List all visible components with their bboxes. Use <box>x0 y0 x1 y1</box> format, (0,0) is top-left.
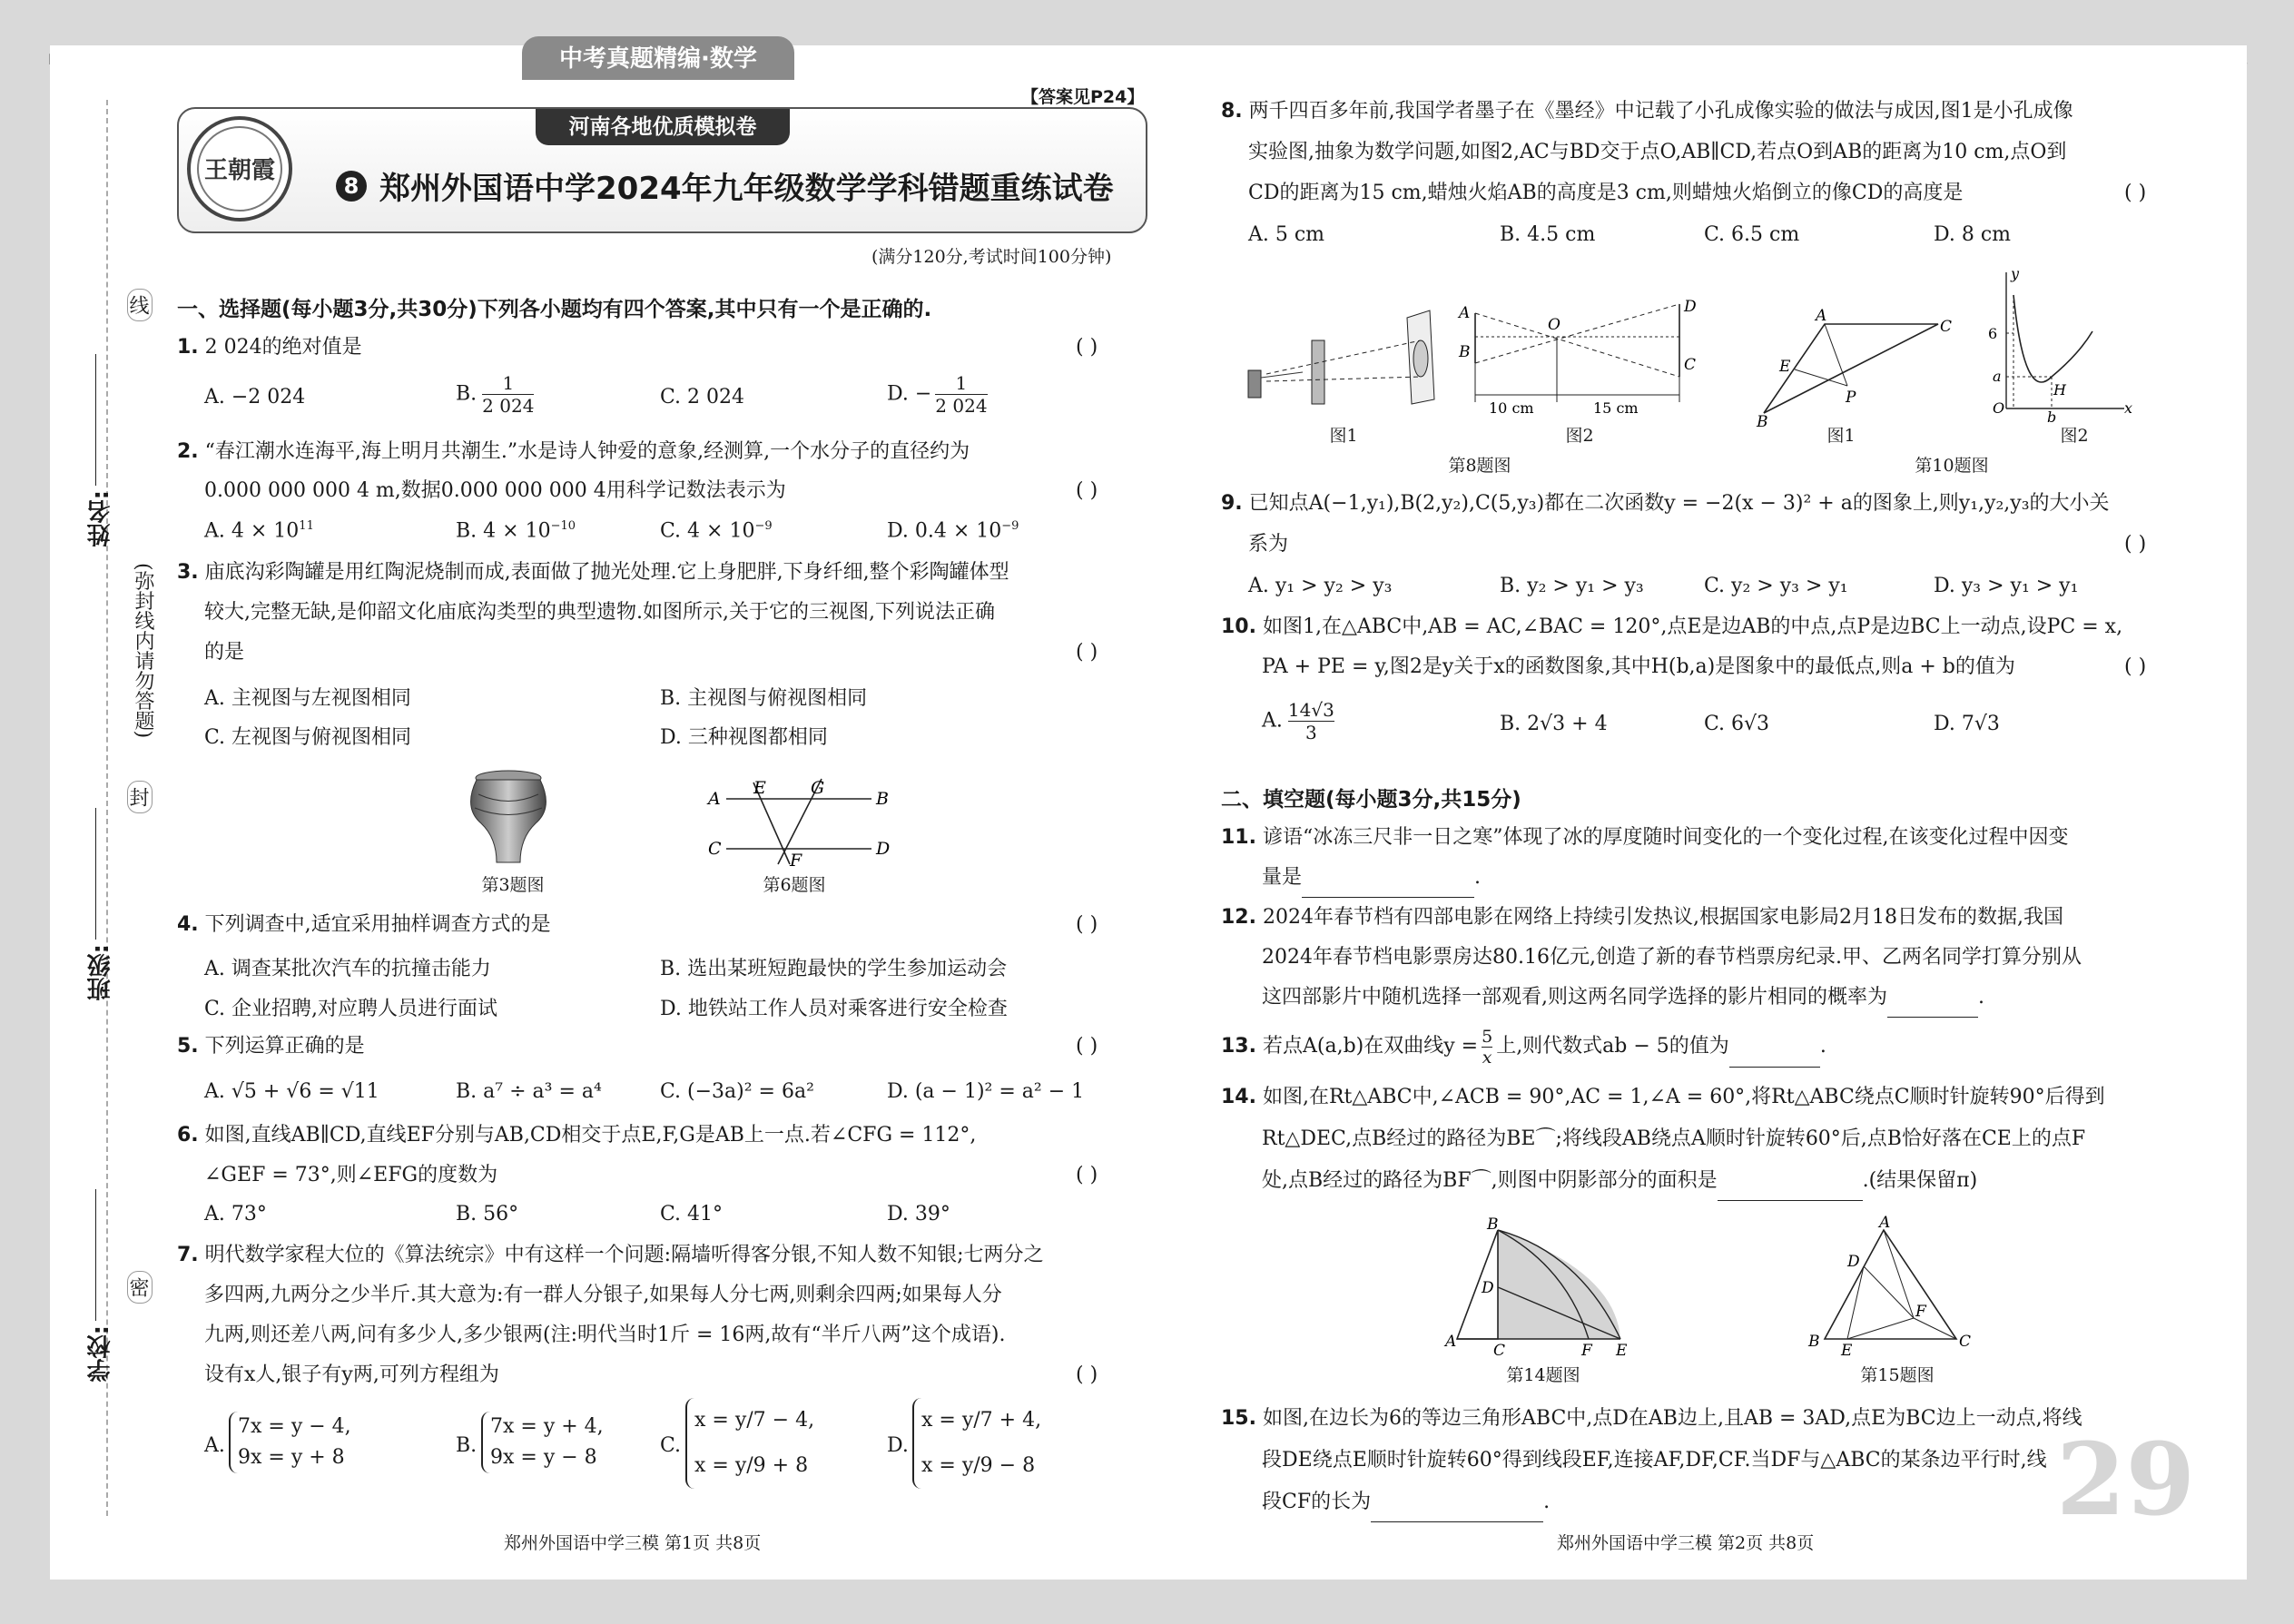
binding-line <box>106 100 108 1516</box>
school-label: 学校: <box>87 1325 114 1383</box>
q4-option-c: C. 企业招聘,对应聘人员进行面试 <box>204 998 498 1020</box>
q1-d-den: 2 024 <box>935 395 988 417</box>
q3-line2: 较大,完整无缺,是仰韶文化庙底沟类型的典型遗物.如图所示,关于它的三视图,下列说法正确 <box>204 601 995 624</box>
q8-line1 <box>1221 91 2073 132</box>
fig10-axis-x: x <box>2124 399 2133 417</box>
q8-option-a: A. 5 cm <box>1248 223 1325 246</box>
class-label: 班级: <box>87 944 114 1001</box>
q14-text3: 处,点B经过的路径为BF⌒,则图中阴影部分的面积是 <box>1262 1169 1718 1192</box>
q7-text1: 明代数学家程大位的《算法统宗》中有这样一个问题:隔墙听得客分银,不知人数不知银;七两分之 <box>204 1244 1044 1266</box>
exam-number: 8 <box>336 171 367 202</box>
q7-a-eq1: 7x = y − 4, <box>238 1415 351 1438</box>
name-field[interactable] <box>95 354 96 486</box>
svg-text:P: P <box>1846 389 1856 407</box>
fig6-label-a: A <box>708 789 721 809</box>
q8-answer-paren[interactable]: ( ) <box>2124 182 2147 204</box>
svg-text:B: B <box>1808 1333 1820 1351</box>
q7-option-b <box>481 1412 604 1473</box>
q7-option-c-label: C. <box>660 1434 682 1457</box>
class-field[interactable] <box>95 808 96 940</box>
q3-option-d: D. 三种视图都相同 <box>660 726 828 749</box>
q9-option-a: A. y₁ > y₂ > y₃ <box>1248 575 1393 597</box>
q10-option-c: C. 6√3 <box>1704 713 1770 735</box>
fig8-dim-10cm: 10 cm <box>1489 399 1534 417</box>
q1-option-a: A. −2 024 <box>204 386 306 408</box>
q4-option-a: A. 调查某批次汽车的抗撞击能力 <box>204 958 491 980</box>
q10-option-b: B. 2√3 + 4 <box>1500 713 1608 735</box>
q7-option-a <box>229 1412 351 1473</box>
svg-text:D: D <box>1684 298 1697 316</box>
q1-b-den: 2 024 <box>482 395 535 417</box>
q2-a-exp: 11 <box>299 519 314 533</box>
fig8-fig1-label: 图1 <box>1329 426 1358 446</box>
svg-text:B: B <box>1487 1216 1499 1234</box>
q7-option-c <box>685 1398 814 1489</box>
q9-number: 9. <box>1221 492 1243 515</box>
fig6-caption: 第6题图 <box>763 875 826 895</box>
q14-line3 <box>1262 1160 1977 1201</box>
logo-seal <box>186 111 293 227</box>
q10-text1: 如图1,在△ABC中,AB = AC,∠BAC = 120°,点E是边AB的中点,点P是边BC上一动点,设PC = x, <box>1262 615 2123 638</box>
q2-d-text: D. 0.4 × 10 <box>887 519 1002 543</box>
q11-answer-blank[interactable] <box>1302 870 1474 898</box>
fig3-pottery-image <box>458 767 558 867</box>
binding-mark-seal2: 密 <box>127 1271 153 1304</box>
q7-c-eq1: x = y/7 − 4, <box>694 1409 815 1432</box>
fig10-fig1-label: 图1 <box>1826 426 1856 446</box>
q13-text-post: 上,则代数式ab − 5的值为 <box>1496 1035 1729 1058</box>
q6-option-b: B. 56° <box>456 1203 519 1225</box>
q1-answer-paren[interactable]: ( ) <box>1076 336 1098 359</box>
q6-line2: ∠GEF = 73°,则∠EFG的度数为 <box>204 1164 498 1186</box>
q3-option-a: A. 主视图与左视图相同 <box>204 687 411 710</box>
svg-text:F: F <box>1915 1303 1926 1321</box>
q8-option-b: B. 4.5 cm <box>1500 223 1596 246</box>
q10-line2: PA + PE = y,图2是y关于x的函数图象,其中H(b,a)是图象中的最低点,则a + b的值为 <box>1262 655 2015 678</box>
q8-line3: CD的距离为15 cm,蜡烛火焰AB的高度是3 cm,则蜡烛火焰倒立的像CD的高度是 <box>1248 182 1964 204</box>
q8-line2: 实验图,抽象为数学问题,如图2,AC与BD交于点O,AB∥CD,若点O到AB的距离为10 cm,点O到 <box>1248 141 2067 163</box>
q9-option-d: D. y₃ > y₁ > y₁ <box>1934 575 2079 597</box>
exam-title: 郑州外国语中学2024年九年级数学学科错题重练试卷 <box>379 171 1114 207</box>
q5-option-c: C. (−3a)² = 6a² <box>660 1080 814 1103</box>
q2-option-d <box>887 519 1019 542</box>
q1-option-d <box>887 372 988 417</box>
q1-stem <box>177 327 362 368</box>
q10-line1 <box>1221 606 2122 647</box>
q1-option-c: C. 2 024 <box>660 386 745 408</box>
q12-line3: 这四部影片中随机选择一部观看,则这两名同学选择的影片相同的概率为 . <box>1262 977 1984 1018</box>
q12-text1: 2024年春节档有四部电影在网络上持续引发热议,根据国家电影局2月18日发布的数据,我国 <box>1262 906 2063 929</box>
q12-line1 <box>1221 897 2063 938</box>
q15-answer-blank[interactable] <box>1371 1494 1543 1522</box>
svg-text:O: O <box>1548 316 1561 334</box>
q4-stem <box>177 904 551 945</box>
svg-text:E: E <box>1841 1342 1853 1360</box>
q2-b-exp: −10 <box>550 519 576 533</box>
fig6-label-f: F <box>790 851 802 871</box>
q8-option-c: C. 6.5 cm <box>1704 223 1800 246</box>
q2-option-c <box>660 519 773 542</box>
q3-text1: 庙底沟彩陶罐是用红陶泥烧制而成,表面做了抛光处理.它上身肥胖,下身纤细,整个彩陶罐体型 <box>204 561 1009 584</box>
fig10-fig2-label: 图2 <box>2060 426 2089 446</box>
q8-number: 8. <box>1221 100 1243 123</box>
q12-answer-blank[interactable] <box>1887 989 1978 1018</box>
q2-line2: 0.000 000 000 4 m,数据0.000 000 000 4用科学记数法表示为 <box>204 479 786 502</box>
fig10-origin: O <box>1993 399 2005 417</box>
fig10-point-h: H <box>2053 381 2066 399</box>
q2-c-text: C. 4 × 10 <box>660 519 755 543</box>
q7-d-eq1: x = y/7 + 4, <box>921 1409 1042 1432</box>
q2-c-exp: −9 <box>754 519 773 533</box>
q10-a-label: A. <box>1262 709 1283 733</box>
fig14-diagram <box>1443 1216 1643 1360</box>
q9-option-c: C. y₂ > y₃ > y₁ <box>1704 575 1848 597</box>
fig10-tick-b: b <box>2047 408 2057 426</box>
footer-right: 郑州外国语中学三模 第2页 共8页 <box>1557 1533 1815 1553</box>
q2-number: 2. <box>177 440 199 463</box>
q10-number: 10. <box>1221 615 1256 638</box>
q1-d-num: 1 <box>935 372 987 395</box>
q7-line4: 设有x人,银子有y两,可列方程组为 <box>204 1363 499 1386</box>
book-tab: 中考真题精编·数学 <box>522 36 794 80</box>
q14-line1 <box>1221 1077 2105 1117</box>
q5-answer-paren[interactable]: ( ) <box>1076 1035 1098 1058</box>
q14-line2: Rt△DEC,点B经过的路径为BE⌒;将线段AB绕点A顺时针旋转60°后,点B恰好落在CE上的点F <box>1262 1127 2086 1150</box>
q15-line3: 段CF的长为 . <box>1262 1481 1550 1522</box>
q3-line3: 的是 <box>204 641 245 664</box>
svg-text:E: E <box>1779 358 1791 376</box>
q4-option-b: B. 选出某班短跑最快的学生参加运动会 <box>660 958 1008 980</box>
page-number: 29 <box>2056 1421 2196 1538</box>
q11-line2: 量是 . <box>1262 857 1481 898</box>
q11-number: 11. <box>1221 826 1256 849</box>
q2-option-b <box>456 519 576 542</box>
svg-text:A: A <box>1879 1214 1891 1232</box>
exam-meta: (满分120分,考试时间100分钟) <box>871 247 1112 267</box>
q13-text-pre: 若点A(a,b)在双曲线y = <box>1262 1035 1479 1058</box>
fig15-caption: 第15题图 <box>1860 1365 1935 1385</box>
q3-option-b: B. 主视图与俯视图相同 <box>660 687 868 710</box>
fig8-dim-15cm: 15 cm <box>1593 399 1639 417</box>
q9-text1: 已知点A(−1,y₁),B(2,y₂),C(5,y₃)都在二次函数y = −2(x − 3)² + a的图象上,则y₁,y₂,y₃的大小关 <box>1248 492 2110 515</box>
fig10-triangle <box>1757 304 1953 431</box>
fig14-caption: 第14题图 <box>1506 1365 1580 1385</box>
q7-answer-paren[interactable]: ( ) <box>1076 1363 1098 1386</box>
svg-text:B: B <box>1757 413 1768 431</box>
q6-option-c: C. 41° <box>660 1203 724 1225</box>
q5-option-d: D. (a − 1)² = a² − 1 <box>887 1080 1085 1103</box>
q10-option-a <box>1262 699 1334 743</box>
q15-line1 <box>1221 1398 2082 1439</box>
q15-number: 15. <box>1221 1407 1256 1430</box>
fig6-label-g: G <box>811 778 825 798</box>
section1-heading: 一、选择题(每小题3分,共30分)下列各小题均有四个答案,其中只有一个是正确的. <box>177 298 932 321</box>
q5-text: 下列运算正确的是 <box>204 1035 365 1058</box>
q13-frac-num: 5 <box>1482 1026 1493 1047</box>
fig6-label-b: B <box>876 789 889 809</box>
fig6-label-c: C <box>708 839 722 859</box>
q7-c-eq2: x = y/9 + 8 <box>694 1454 809 1477</box>
fig6-diagram <box>704 772 894 871</box>
q5-option-b: B. a⁷ ÷ a³ = a⁴ <box>456 1080 602 1103</box>
q9-line2: 系为 <box>1248 533 1289 556</box>
q2-a-text: A. 4 × 10 <box>204 519 300 543</box>
q8-text1: 两千四百多年前,我国学者墨子在《墨经》中记载了小孔成像实验的做法与成因,图1是小孔成像 <box>1248 100 2073 123</box>
q15-text3: 段CF的长为 <box>1262 1491 1372 1513</box>
fig8-caption: 第8题图 <box>1448 456 1511 476</box>
q9-option-b: B. y₂ > y₁ > y₃ <box>1500 575 1644 597</box>
q1-number: 1. <box>177 336 199 359</box>
svg-text:A: A <box>1816 307 1827 325</box>
q6-option-a: A. 73° <box>204 1203 267 1225</box>
fig6-label-d: D <box>876 839 891 859</box>
svg-text:王朝霞: 王朝霞 <box>203 157 276 184</box>
binding-mark-line: 线 <box>127 289 153 321</box>
q3-number: 3. <box>177 561 199 584</box>
q7-number: 7. <box>177 1244 199 1266</box>
svg-text:D: D <box>1847 1253 1860 1271</box>
q13-answer-blank[interactable] <box>1729 1039 1820 1068</box>
q6-option-d: D. 39° <box>887 1203 950 1225</box>
q7-line3: 九两,则还差八两,问有多少人,多少银两(注:明代当时1斤 = 16两,故有“半斤八两”这个成语). <box>204 1324 1006 1346</box>
q7-b-eq2: 9x = y − 8 <box>490 1446 597 1469</box>
q7-option-a-label: A. <box>204 1434 225 1457</box>
q14-number: 14. <box>1221 1086 1256 1108</box>
svg-text:F: F <box>1581 1342 1592 1360</box>
q1-b-label: B. <box>456 382 478 406</box>
fig8-image2 <box>1457 295 1698 418</box>
q7-line1 <box>177 1235 1044 1275</box>
q8-option-d: D. 8 cm <box>1934 223 2012 246</box>
q14-text1: 如图,在Rt△ABC中,∠ACB = 90°,AC = 1,∠A = 60°,将Rt△ABC绕点C顺时针旋转90°后得到 <box>1262 1086 2105 1108</box>
svg-text:C: C <box>1684 356 1697 374</box>
svg-text:C: C <box>1493 1342 1506 1360</box>
school-field[interactable] <box>95 1189 96 1321</box>
svg-text:E: E <box>1616 1342 1628 1360</box>
banner-label: 河南各地优质模拟卷 <box>536 109 790 145</box>
binding-note: (弥封线内请勿答题) <box>132 563 154 739</box>
footer-left: 郑州外国语中学三模 第1页 共8页 <box>504 1533 762 1553</box>
q7-a-eq2: 9x = y + 8 <box>238 1446 345 1469</box>
svg-text:C: C <box>1940 318 1953 336</box>
q4-text: 下列调查中,适宜采用抽样调查方式的是 <box>204 913 551 936</box>
q7-d-eq2: x = y/9 − 8 <box>921 1454 1036 1477</box>
q10-a-den: 3 <box>1305 722 1317 743</box>
q7-option-d <box>912 1398 1041 1489</box>
q2-d-exp: −9 <box>1001 519 1019 533</box>
binding-mark-seal: 封 <box>127 781 153 813</box>
fig6-label-e: E <box>753 778 766 798</box>
svg-text:B: B <box>1459 343 1471 361</box>
q4-answer-paren[interactable]: ( ) <box>1076 913 1098 936</box>
q15-text1: 如图,在边长为6的等边三角形ABC中,点D在AB边上,且AB = 3AD,点E为BC边上一动点,将线 <box>1262 1407 2082 1430</box>
q14-text3-post: .(结果保留π) <box>1862 1169 1978 1192</box>
q13-number: 13. <box>1221 1035 1256 1058</box>
q11-text1: 谚语“冰冻三尺非一日之寒”体现了冰的厚度随时间变化的一个变化过程,在该变化过程中因变 <box>1262 826 2069 849</box>
q7-option-d-label: D. <box>887 1434 909 1457</box>
q9-line1 <box>1221 483 2110 524</box>
q2-text1: “春江潮水连海平,海上明月共潮生.”水是诗人钟爱的意象,经测算,一个水分子的直径约为 <box>204 440 970 463</box>
q10-a-num: 14√3 <box>1287 699 1334 721</box>
q1-b-num: 1 <box>482 372 534 395</box>
fig3-caption: 第3题图 <box>481 875 545 895</box>
q2-answer-paren[interactable]: ( ) <box>1076 479 1098 502</box>
q1-d-label: D. − <box>887 382 932 406</box>
q3-answer-paren[interactable]: ( ) <box>1076 641 1098 664</box>
q1-option-b <box>456 372 534 417</box>
q12-text3: 这四部影片中随机选择一部观看,则这两名同学选择的影片相同的概率为 <box>1262 986 1887 1009</box>
q15-line2: 段DE绕点E顺时针旋转60°得到线段EF,连接AF,DF,CF.当DF与△ABC的某条边平行时,线 <box>1262 1449 2047 1471</box>
fig15-diagram <box>1807 1214 1988 1360</box>
q1-text: 2 024的绝对值是 <box>204 336 362 359</box>
fig8-image1 <box>1248 300 1448 418</box>
fig8-fig2-label: 图2 <box>1565 426 1594 446</box>
q5-number: 5. <box>177 1035 199 1058</box>
q3-line1 <box>177 552 1009 593</box>
q7-line2: 多四两,九两分之少半斤.其大意为:有一群人分银子,如果每人分七两,则剩余四两;如果每人分 <box>204 1284 1002 1306</box>
q4-number: 4. <box>177 913 199 936</box>
svg-text:D: D <box>1482 1279 1494 1297</box>
q11-text2: 量是 <box>1262 866 1303 889</box>
svg-text:C: C <box>1959 1333 1972 1351</box>
q4-option-d: D. 地铁站工作人员对乘客进行安全检查 <box>660 998 1008 1020</box>
q2-option-a <box>204 519 314 542</box>
q6-answer-paren[interactable]: ( ) <box>1076 1164 1098 1186</box>
q2-line1 <box>177 431 970 472</box>
q6-line1 <box>177 1115 976 1156</box>
q13-frac-den: x <box>1482 1047 1492 1068</box>
q5-stem <box>177 1026 365 1067</box>
q12-line2: 2024年春节档电影票房达80.16亿元,创造了新的春节档票房纪录.甲、乙两名同学打算分别从 <box>1262 946 2082 969</box>
q6-number: 6. <box>177 1124 199 1147</box>
q5-option-a: A. √5 + √6 = √11 <box>204 1080 379 1103</box>
q6-text1: 如图,直线AB∥CD,直线EF分别与AB,CD相交于点E,F,G是AB上一点.若∠CFG = 112°, <box>204 1124 977 1147</box>
q10-answer-paren[interactable]: ( ) <box>2124 655 2147 678</box>
q13-line: 13. 若点A(a,b)在双曲线y = $\frac{5}{x}$ 上,则代数式ab − 5的值为 . <box>1221 1026 1826 1068</box>
fig10-graph <box>1988 265 2133 426</box>
q9-answer-paren[interactable]: ( ) <box>2124 533 2147 556</box>
section2-heading: 二、填空题(每小题3分,共15分) <box>1221 788 1521 812</box>
q7-option-b-label: B. <box>456 1434 478 1457</box>
name-label: 姓名: <box>87 490 114 547</box>
q7-b-eq1: 7x = y + 4, <box>490 1415 604 1438</box>
q2-b-text: B. 4 × 10 <box>456 519 551 543</box>
svg-text:A: A <box>1445 1333 1457 1351</box>
q12-number: 12. <box>1221 906 1256 929</box>
fig10-axis-y: y <box>2011 265 2020 282</box>
fig10-tick-6: 6 <box>1988 325 1998 342</box>
q3-option-c: C. 左视图与俯视图相同 <box>204 726 412 749</box>
q11-line1 <box>1221 817 2068 858</box>
svg-text:A: A <box>1459 304 1471 322</box>
q14-answer-blank[interactable] <box>1718 1173 1863 1201</box>
fig10-caption: 第10题图 <box>1915 456 1989 476</box>
q10-option-d: D. 7√3 <box>1934 713 2000 735</box>
answer-ref: 【答案见P24】 <box>1021 87 1145 107</box>
fig10-tick-a: a <box>1993 368 2002 385</box>
